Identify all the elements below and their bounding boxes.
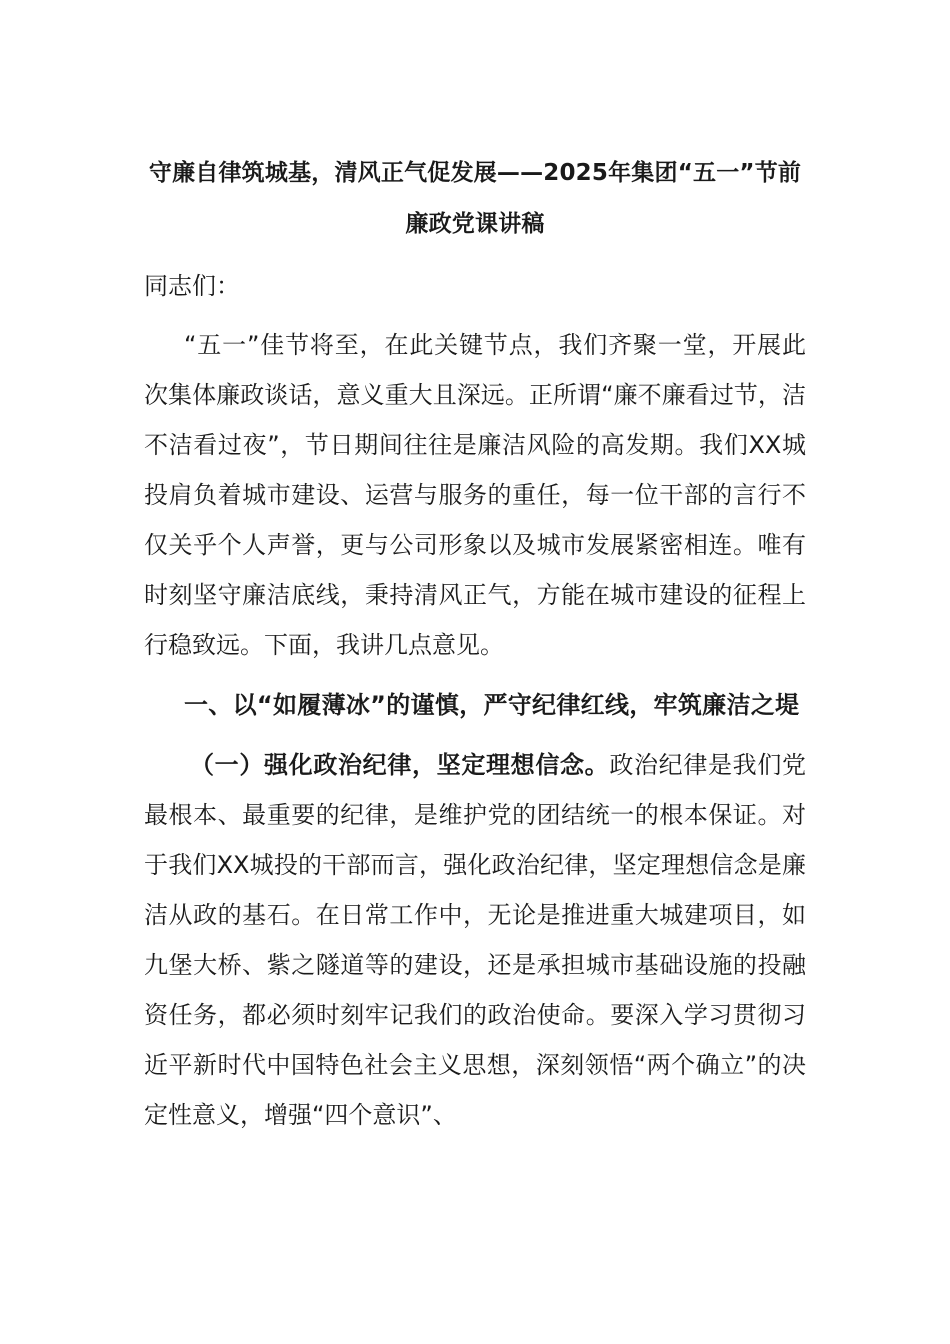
intro-paragraph: “五一”佳节将至，在此关键节点，我们齐聚一堂，开展此次集体廉政谈话，意义重大且深远。正所谓“廉不廉看过节，洁不洁看过夜”，节日期间往往是廉洁风险的高发期。我们XX城投肩负着城市建设、运营与服务的重任，每一位干部的言行不仅关乎个人声誉，更与公司形象以及城市发展紧密相连。唯有时刻坚守廉洁底线，秉持清风正气，方能在城市建设的征程上行稳致远。下面，我讲几点意见。	[144, 331, 806, 659]
document-title: 守廉自律筑城基，清风正气促发展——2025年集团“五一”节前廉政党课讲稿	[148, 160, 802, 237]
salutation: 同志们：	[144, 272, 240, 300]
subsection-body: 政治纪律是我们党最根本、最重要的纪律，是维护党的团结统一的根本保证。对于我们XX城投的干部而言，强化政治纪律，坚定理想信念是廉洁从政的基石。在日常工作中，无论是推进重大城建项目，如九堡大桥、紫之隧道等的建设，还是承担城市基础设施的投融资任务，都必须时刻牢记我们的政治使命。要深入学习贯彻习近平新时代中国特色社会主义思想，深刻领悟“两个确立”的决定性意义，增强“四个意识”、	[144, 751, 807, 1129]
subsection-lead: （一）强化政治纪律，坚定理想信念。	[190, 751, 610, 779]
document-body	[144, 148, 806, 1140]
subsection-paragraph-1	[144, 740, 806, 1140]
section-heading-1: 一、以“如履薄冰”的谨慎，严守纪律红线，牢筑廉洁之堤	[184, 691, 800, 719]
